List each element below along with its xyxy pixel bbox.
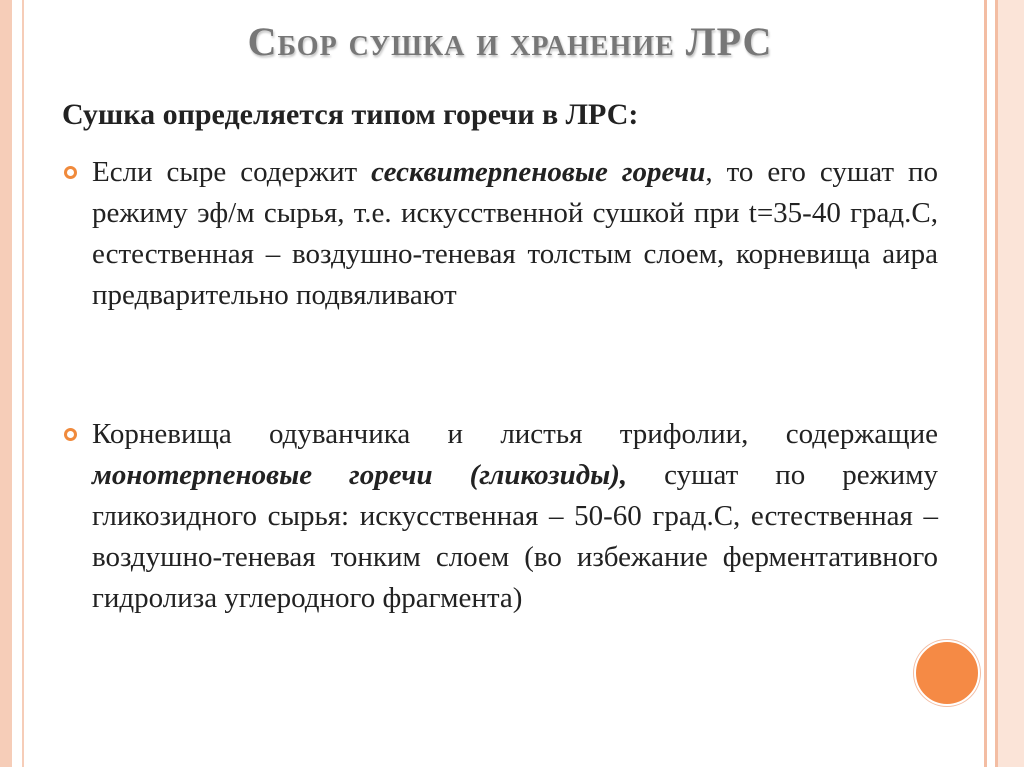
left-decorative-border xyxy=(0,0,40,767)
bullet-marker xyxy=(64,166,77,179)
right-decorative-border xyxy=(982,0,1024,767)
slide-title: Сбор сушка и хранение ЛРС xyxy=(247,19,773,64)
bullet-emphasis: сесквитерпеновые горечи xyxy=(371,156,706,188)
bullet-marker xyxy=(64,428,77,441)
decorative-circle xyxy=(914,640,980,706)
slide-subtitle: Сушка определяется типом горечи в ЛРС: xyxy=(62,98,639,131)
bullet-emphasis: монотерпеновые горечи (гликозиды), xyxy=(92,459,628,491)
bullet-text: Если сыре содержит xyxy=(92,156,372,188)
bullet-item-2 xyxy=(92,414,938,619)
bullet-text: , то его сушат по режиму эф/м сырья, т.е. искусственной сушкой при t=35-40 град.С, естественная – воздушно-теневая толстым слоем, корневища аира предварительно подвяливают xyxy=(92,156,938,311)
bullet-item-1 xyxy=(92,152,938,316)
bullet-text: Корневища одуванчика и листья трифолии, содержащие xyxy=(92,418,938,450)
bullet-text: сушат по режиму гликозидного сырья: искусственная – 50-60 град.С, естественная – воздушно-теневая тонким слоем (во избежание ферментативного гидролиза углеродного фрагмента) xyxy=(92,459,938,614)
